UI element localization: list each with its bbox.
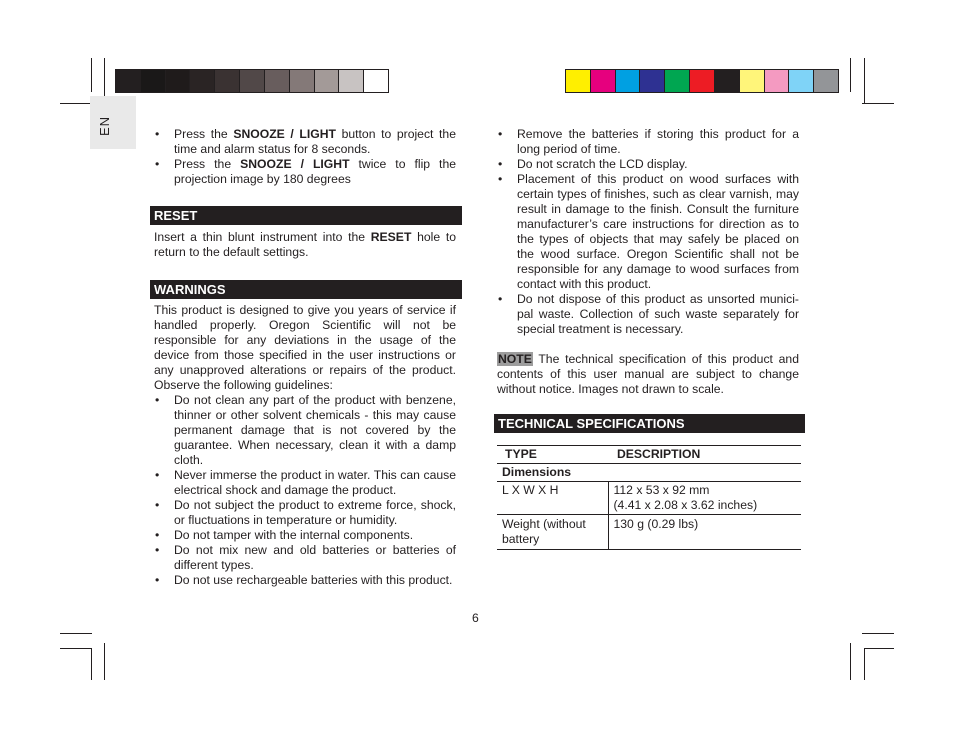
right-column xyxy=(497,127,799,397)
warnings-heading: WARNINGS xyxy=(150,280,462,299)
crop-mark xyxy=(862,633,894,634)
grayscale-calibration-bar xyxy=(115,69,389,93)
note-paragraph: NOTE The technical specification of this product and contents of this user manual are subject to change without notice. Images not drawn to scale. xyxy=(497,352,799,396)
color-swatch xyxy=(165,70,190,92)
column-header-type: TYPE xyxy=(497,446,608,464)
crop-mark xyxy=(60,648,92,649)
color-swatch xyxy=(116,70,140,92)
color-swatch xyxy=(590,70,615,92)
color-swatch xyxy=(689,70,714,92)
table-cell: Weight (without battery xyxy=(497,515,608,550)
crop-mark xyxy=(864,648,865,680)
warnings-section xyxy=(154,303,456,588)
crop-mark xyxy=(104,643,105,680)
language-label: EN xyxy=(97,115,112,136)
color-swatch xyxy=(566,70,590,92)
list-item: • Do not scratch the LCD display. xyxy=(497,157,799,172)
color-swatch xyxy=(214,70,239,92)
left-column xyxy=(154,127,456,187)
snooze-bullets xyxy=(154,127,456,187)
tech-specs-heading: TECHNICAL SPECIFICATIONS xyxy=(494,414,805,433)
list-item: • Press the SNOOZE / LIGHT button to project the time and alarm status for 8 seconds. xyxy=(154,127,456,157)
reset-text: Insert a thin blunt instrument into the RESET hole to return to the default settings. xyxy=(154,230,457,259)
list-item: • Do not subject the product to extreme force, shock, or fluctuations in temperature or humidity. xyxy=(154,498,456,528)
table-cell: 112 x 53 x 92 mm (4.41 x 2.08 x 3.62 inches) xyxy=(608,482,801,515)
table-cell: 130 g (0.29 lbs) xyxy=(608,515,801,550)
crop-mark xyxy=(862,103,894,104)
tech-specs-table xyxy=(497,445,801,550)
list-item: • Do not clean any part of the product with benzene, thinner or other solvent chemicals - this may cause permanent damage that is not covered by the guarantee. When necessary, clean it with a damp cloth. xyxy=(154,393,456,468)
color-swatch xyxy=(788,70,813,92)
page-number: 6 xyxy=(472,611,479,625)
reset-heading: RESET xyxy=(150,206,462,225)
list-item: • Do not use rechargeable batteries with this product. xyxy=(154,573,456,588)
color-swatch xyxy=(239,70,264,92)
list-item: • Do not mix new and old batteries or batteries of different types. xyxy=(154,543,456,573)
color-swatch xyxy=(714,70,739,92)
table-row xyxy=(497,482,801,515)
color-swatch xyxy=(363,70,388,92)
table-cell: L X W X H xyxy=(497,482,608,515)
warnings-list-continued xyxy=(497,127,799,337)
crop-mark xyxy=(60,103,92,104)
color-swatch xyxy=(314,70,339,92)
color-swatch xyxy=(189,70,214,92)
warnings-intro: This product is designed to give you years of service if handled properly. Oregon Scientific will not be responsible for any deviations in the usage of the device from those specified in the user instructions or any unapproved alterations or repairs of the product. Observe the following guidelines: xyxy=(154,303,456,392)
crop-mark xyxy=(864,58,865,104)
warnings-list xyxy=(154,393,456,588)
crop-mark xyxy=(91,58,92,92)
crop-mark xyxy=(60,633,92,634)
color-swatch xyxy=(764,70,789,92)
color-swatch xyxy=(615,70,640,92)
list-item: • Remove the batteries if storing this product for a long period of time. xyxy=(497,127,799,157)
list-item: • Do not dispose of this product as unsorted munici-pal waste. Collection of such waste separately for special treatment is necessary. xyxy=(497,292,799,337)
list-item: • Never immerse the product in water. This can cause electrical shock and damage the product. xyxy=(154,468,456,498)
color-swatch xyxy=(813,70,838,92)
color-swatch xyxy=(140,70,165,92)
crop-mark xyxy=(850,58,851,92)
language-tab xyxy=(90,96,136,149)
dimensions-subheading: Dimensions xyxy=(497,464,801,482)
note-tag: NOTE xyxy=(498,352,532,366)
color-calibration-bar xyxy=(565,69,839,93)
color-swatch xyxy=(289,70,314,92)
crop-mark xyxy=(850,643,851,680)
crop-mark xyxy=(91,648,92,680)
column-header-description: DESCRIPTION xyxy=(608,446,801,464)
color-swatch xyxy=(264,70,289,92)
color-swatch xyxy=(739,70,764,92)
table-row xyxy=(497,515,801,550)
list-item: • Placement of this product on wood surfaces with certain types of finishes, such as clear varnish, may result in damage to the finish. Consult the furniture manufacturer’s care instructions for direction as to the types of objects that may safely be placed on the wood surface. Oregon Scientific shall not be responsible for any damage to wood surfaces from contact with this product. xyxy=(497,172,799,292)
color-swatch xyxy=(338,70,363,92)
color-swatch xyxy=(639,70,664,92)
crop-mark xyxy=(864,648,894,649)
list-item: • Do not tamper with the internal components. xyxy=(154,528,456,543)
color-swatch xyxy=(664,70,689,92)
list-item: • Press the SNOOZE / LIGHT twice to flip the projection image by 180 degrees xyxy=(154,157,456,187)
reset-section xyxy=(154,230,456,260)
